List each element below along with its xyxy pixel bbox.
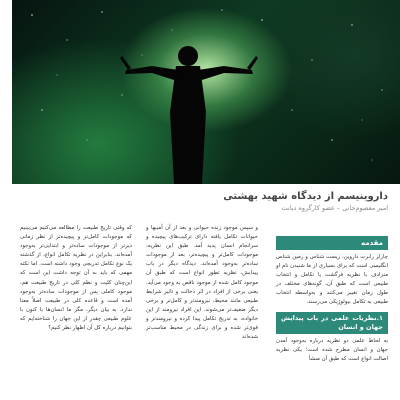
intro-heading: مقدمه [276, 236, 388, 250]
stars [31, 9, 382, 160]
theories-body: به لحاظ علمی دو نظریه درباره به‌وجود آمدن جهان و انسان مطرح شده است؛ یکی نظریه اصالت انواع است که طبق آن منشأ [276, 337, 388, 362]
middle-column-body: و سپس موجود زنده حیوانی و بعد از آن آمیبها و حیوانات تکامل یافته دارای ترکیب‌های پیچیده و سرانجام انسان پدید آمد. طبق این نظریه، موجودات کامل‌تر و پیچیده‌تر، بعد از موجودات ساده‌تر به‌وجود آمده‌اند. دیدگاه دیگر در باب پیدایش، نظریه تطور انواع است که طبق آن موجود کامل شده از موجود ناقص به وجود می‌آید. یعنی برخی از افراد در اثر دخالت و تاثیر شرایط طبیعی مانند محیط، نیرومندتر و کامل‌تر و برخی دیگر ضعیف‌تر می‌شوند. این افراد نیرومند از این خانواده، به تدریج تکامل پیدا کرده و نیرومندتر و قوی‌تر شده و برای زندگی در محیط مناسب‌تر شده‌اند [146, 225, 258, 341]
article-title: داروینیسم از دیدگاه شهید بهشتی [223, 191, 388, 202]
person-silhouette [120, 46, 258, 184]
galaxy-silhouette-illustration [12, 0, 400, 184]
theories-heading: ۱.نظریات علمی در باب پیدایش جهان و انسان [276, 312, 388, 334]
hero-image [12, 0, 400, 184]
left-column-body: که وقتی تاریخ طبیعت را مطالعه می‌کنیم می‌بینیم که موجودات کامل‌تر و پیچیده‌تر از نظر زمانی دیرتر از موجودات ساده‌تر و ابتدایی‌تر به‌وجود آمده‌اند. بنابراین در نظریه تکامل انواع، از گذشته یک نوع تکامل تدریجی وجود داشته است. اما نکته مهمی که باید به آن توجه داشت این است که این‌چنان کلیت و نظم کلی در تاریخ طبیعت هم، موجود کاملی پس از موجودات ساده‌تر به‌وجود آمده است و قاعده کلی در طبیعت اصلاً معنا ندارد. به بیان دیگر، مگر ما انسان‌ها با کنون با علوم طبیعی چقدر از این جهان را شناخته‌ایم که بتوانیم درباره کل آن اظهار نظر کنیم؟ [20, 225, 132, 332]
intro-body: چارلز رابرت داروین، زیست شناس و زمین شناس انگلیسی است که برای بسیاری از ما شنیدن نام او مترادف با نظریه فرگشت یا تکامل و انتخاب طبیعی است که طبق آن، گونه‌های مختلف در طول زمان تغییر می‌کنند و به‌واسطه انتخاب طبیعی به تکامل بیولوژیکی می‌رسند. [276, 254, 388, 306]
left-column [20, 224, 132, 333]
middle-column [146, 224, 258, 342]
right-column [276, 236, 388, 364]
article-author: امیر معصوم‌خانی – عضو کارگروه دیانت [281, 204, 388, 212]
